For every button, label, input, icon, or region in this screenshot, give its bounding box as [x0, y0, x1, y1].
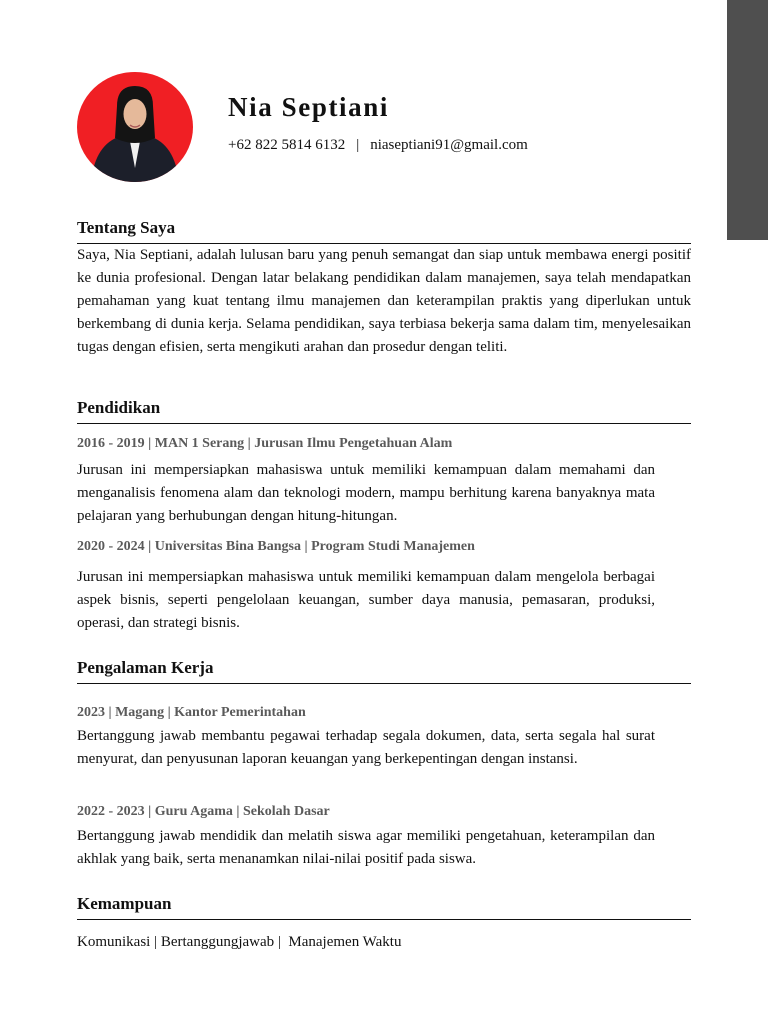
- experience-item-text: Bertanggung jawab mendidik dan melatih siswa agar memiliki pengetahuan, keterampilan dan akhlak yang baik, serta menanamkan nilai-nilai positif pada siswa.: [77, 828, 655, 867]
- education-item-title: 2016 - 2019 | MAN 1 Serang | Jurusan Ilmu Pengetahuan Alam: [77, 436, 453, 451]
- about-text: Saya, Nia Septiani, adalah lulusan baru yang penuh semangat dan siap untuk membawa energi positif ke dunia profesional. Dengan latar belakang pendidikan dalam manajemen, saya telah mendapatkan pemahaman yang kuat tentang ilmu manajemen dan keterampilan praktis yang diperlukan untuk berkembang di dunia kerja. Selama pendidikan, saya terbiasa bekerja sama dalam tim, menyelesaikan tugas dengan efisien, serta mengikuti arahan dan prosedur dengan teliti.: [77, 247, 691, 355]
- email-address: niaseptiani91@gmail.com: [370, 137, 528, 153]
- contact-line: [228, 137, 528, 154]
- contact-separator: |: [356, 137, 360, 153]
- section-heading-about: Tentang Saya: [77, 218, 691, 244]
- section-heading-education: Pendidikan: [77, 398, 691, 424]
- skills-list: Komunikasi | Bertanggungjawab | Manajemen Waktu: [77, 934, 402, 950]
- education-item-text: Jurusan ini mempersiapkan mahasiswa untuk memiliki kemampuan dalam memahami dan menganalisis fenomena alam dan teknologi modern, mampu berhitung karena banyaknya mata pelajaran yang berhubungan dengan hitung-hitungan.: [77, 462, 655, 524]
- phone-number: +62 822 5814 6132: [228, 137, 346, 153]
- experience-item-title: 2022 - 2023 | Guru Agama | Sekolah Dasar: [77, 804, 330, 819]
- person-name: Nia Septiani: [228, 92, 389, 122]
- section-heading-skills: Kemampuan: [77, 894, 691, 920]
- education-item-text: Jurusan ini mempersiapkan mahasiswa untuk memiliki kemampuan dalam mengelola berbagai aspek bisnis, seperti pengelolaan keuangan, sumber daya manusia, pemasaran, produksi, operasi, dan strategi bisnis.: [77, 569, 655, 631]
- profile-photo-figure: [77, 72, 193, 182]
- experience-item-text: Bertanggung jawab membantu pegawai terhadap segala dokumen, data, serta segala hal surat menyurat, dan penyusunan laporan keuangan yang berkepentingan dengan instansi.: [77, 728, 655, 767]
- experience-item-title: 2023 | Magang | Kantor Pemerintahan: [77, 705, 306, 720]
- profile-photo: [77, 72, 193, 182]
- section-heading-experience: Pengalaman Kerja: [77, 658, 691, 684]
- education-item-title: 2020 - 2024 | Universitas Bina Bangsa | Program Studi Manajemen: [77, 539, 475, 554]
- side-accent-bar: [727, 0, 768, 240]
